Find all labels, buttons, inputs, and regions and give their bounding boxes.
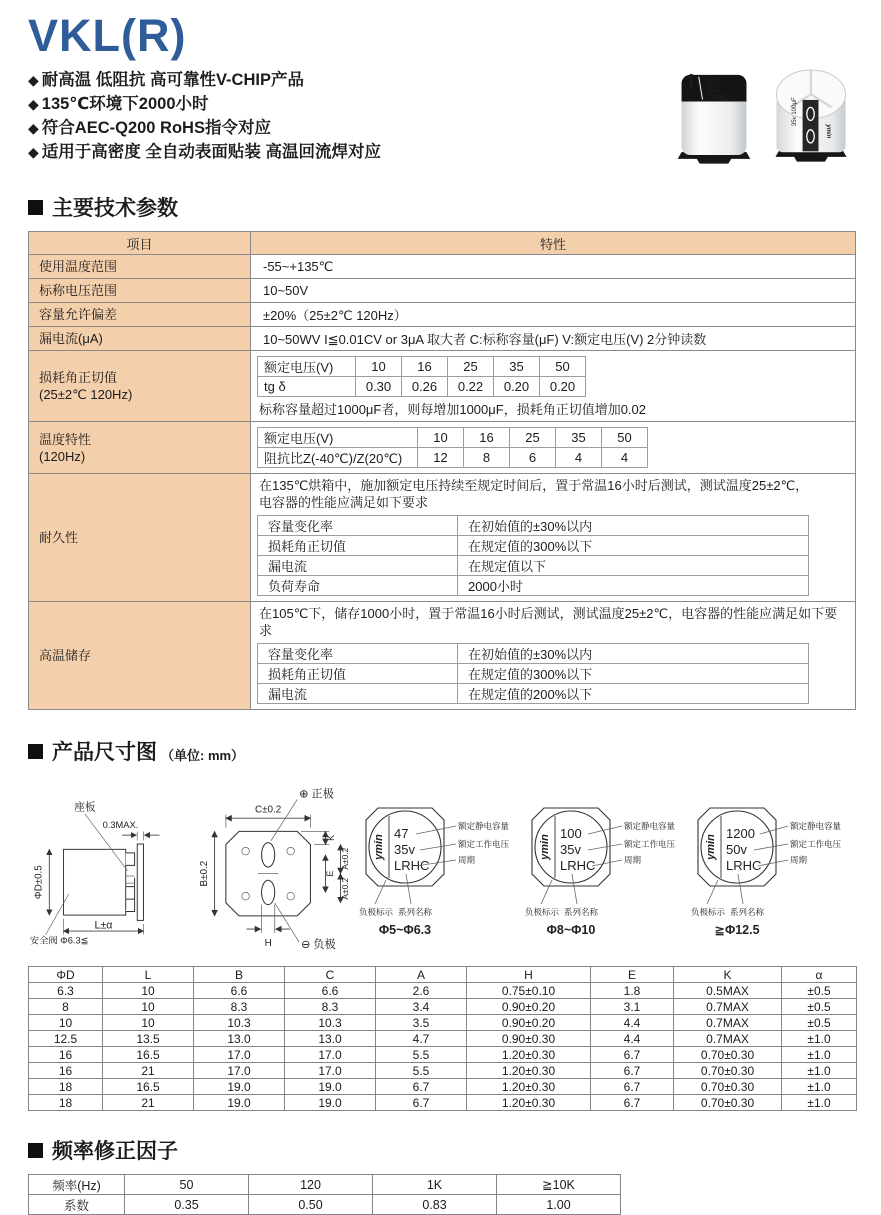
col-header-item: 项目 — [29, 232, 251, 255]
table-cell: 容量变化率 — [258, 516, 458, 536]
photo-voltage: 35V — [706, 85, 721, 94]
marking-caption: Φ5~Φ6.3 — [378, 923, 432, 937]
table-cell: 0.7MAX — [674, 1031, 782, 1047]
dim-label-b: B±0.2 — [199, 860, 211, 887]
table-row — [29, 983, 857, 999]
marking-series: LRHC — [394, 858, 430, 873]
table-cell: 在初始值的±30%以内 — [458, 516, 809, 536]
table-cell: 4 — [602, 448, 648, 468]
table-cell: 3.1 — [591, 999, 674, 1015]
col-header-spec: 特性 — [251, 232, 856, 255]
table-cell: 16 — [402, 357, 448, 377]
table-cell: 10.3 — [194, 1015, 285, 1031]
dim-col-header: L — [103, 967, 194, 983]
table-cell: 0.5MAX — [674, 983, 782, 999]
param-row — [29, 303, 856, 327]
photo-series: LRHC — [706, 93, 729, 103]
label-rated-voltage: 额定工作电压 — [458, 839, 510, 849]
table-cell: 0.90±0.20 — [467, 999, 591, 1015]
table-cell: ±1.0 — [782, 1047, 857, 1063]
table-cell: 在规定值的300%以下 — [458, 664, 809, 684]
intro-line: 在135℃烘箱中，施加额定电压持续至规定时间后，置于常温16小时后测试，测试温度25±2℃， — [259, 478, 809, 493]
table-cell: 16 — [464, 428, 510, 448]
tg-delta-table — [257, 356, 586, 397]
table-cell: 6.6 — [285, 983, 376, 999]
marking-series: LRHC — [726, 858, 762, 873]
table-cell: 3.4 — [376, 999, 467, 1015]
table-row — [258, 428, 648, 448]
table-cell: 阻抗比Z(-40℃)/Z(20℃) — [258, 448, 418, 468]
photo-capacitance: 100 — [706, 76, 720, 86]
table-cell: 在规定值的200%以下 — [458, 684, 809, 704]
table-cell: 16 — [29, 1063, 103, 1079]
page-header — [28, 12, 856, 178]
dim-label-h: H — [264, 937, 272, 949]
label-period: 周期 — [790, 855, 808, 865]
product-title: VKL(R) — [28, 10, 187, 61]
negative-terminal-label: ⊖ 负极 — [301, 938, 337, 951]
dim-label-e: E — [325, 870, 336, 877]
table-cell: 50 — [602, 428, 648, 448]
table-cell: 4.4 — [591, 1015, 674, 1031]
param-value — [251, 422, 856, 474]
table-cell: 0.90±0.30 — [467, 1031, 591, 1047]
table-cell: 35 — [494, 357, 540, 377]
label-negative-mark: 负极标示 — [359, 907, 394, 917]
param-row — [29, 255, 856, 279]
table-cell: 0.70±0.30 — [674, 1063, 782, 1079]
table-row — [29, 1031, 857, 1047]
bottom-view-drawing — [177, 780, 352, 956]
param-label: 漏电流(μA) — [29, 327, 251, 351]
safety-vent-label: 安全阀 Φ6.3≦ — [29, 935, 89, 946]
table-cell: 120 — [249, 1175, 373, 1195]
marking-diagram — [358, 794, 524, 945]
frequency-factor-table — [28, 1174, 621, 1215]
capacitor-photo-angled — [768, 58, 854, 168]
table-cell: 35 — [556, 428, 602, 448]
table-cell: 19.0 — [285, 1095, 376, 1111]
dimension-drawings — [28, 780, 856, 956]
table-cell: 21 — [103, 1095, 194, 1111]
dim-col-header: C — [285, 967, 376, 983]
dim-col-header: A — [376, 967, 467, 983]
table-cell: 17.0 — [285, 1063, 376, 1079]
table-cell: 18 — [29, 1079, 103, 1095]
table-cell: 6.7 — [591, 1095, 674, 1111]
marking-diagram — [690, 794, 856, 945]
dim-label-length: L±α — [94, 919, 113, 932]
side-view-drawing — [28, 780, 177, 956]
section-title: 主要技术参数 — [52, 197, 178, 220]
table-cell: 19.0 — [194, 1079, 285, 1095]
table-cell: 6.7 — [591, 1047, 674, 1063]
label-series-name: 系列名称 — [564, 907, 599, 917]
table-cell: 1K — [373, 1175, 497, 1195]
label-series-name: 系列名称 — [398, 907, 433, 917]
table-cell: 6.7 — [376, 1095, 467, 1111]
marking-capacitance: 47 — [394, 826, 409, 841]
marking-voltage: 50v — [726, 842, 747, 857]
product-photos — [672, 58, 854, 168]
table-cell: 6.3 — [29, 983, 103, 999]
table-cell: 10 — [103, 1015, 194, 1031]
table-cell: 4 — [556, 448, 602, 468]
table-row — [258, 556, 809, 576]
section-title: 频率修正因子 — [52, 1140, 178, 1163]
label-rated-capacitance: 额定静电容量 — [458, 821, 510, 831]
brand-logo: ymin — [688, 73, 695, 90]
table-cell: 容量变化率 — [258, 644, 458, 664]
negative-polarity-icon: ⊖ — [301, 938, 311, 951]
table-cell: ±0.5 — [782, 1015, 857, 1031]
table-cell: 12.5 — [29, 1031, 103, 1047]
table-cell: ±0.5 — [782, 999, 857, 1015]
dim-col-header: B — [194, 967, 285, 983]
param-value: ±20%（25±2℃ 120Hz） — [251, 303, 856, 327]
dim-label-a-top: A±0.2 — [340, 847, 351, 870]
param-label — [29, 351, 251, 422]
table-cell: 0.70±0.30 — [674, 1095, 782, 1111]
table-cell: 16 — [29, 1047, 103, 1063]
table-cell: 4.4 — [591, 1031, 674, 1047]
table-cell: ±0.5 — [782, 983, 857, 999]
table-cell: 漏电流 — [258, 684, 458, 704]
param-value — [251, 474, 856, 602]
param-value: -55~+135℃ — [251, 255, 856, 279]
param-row — [29, 327, 856, 351]
feature-text: 耐高温 低阻抗 高可靠性V-CHIP产品 — [41, 71, 304, 89]
table-note: 标称容量超过1000μF者，则每增加1000μF，损耗角正切值增加0.02 — [259, 402, 647, 417]
dimension-table — [28, 966, 857, 1111]
marking-diagram — [524, 794, 690, 945]
param-row-tangent — [29, 351, 856, 422]
table-cell: 17.0 — [285, 1047, 376, 1063]
dim-label-a-bottom: A±0.2 — [340, 877, 351, 900]
table-cell: 25 — [510, 428, 556, 448]
table-cell: 0.35 — [125, 1195, 249, 1215]
table-cell: 8.3 — [285, 999, 376, 1015]
table-cell: 1.20±0.30 — [467, 1047, 591, 1063]
label-period: 周期 — [458, 855, 476, 865]
table-cell: 8 — [464, 448, 510, 468]
table-row — [258, 576, 809, 596]
param-row-temp-char — [29, 422, 856, 474]
storage-table — [257, 643, 809, 704]
unit-note: （单位: mm） — [161, 747, 245, 763]
label-negative-mark: 负极标示 — [525, 907, 560, 917]
table-cell: 在规定值的300%以下 — [458, 536, 809, 556]
table-cell: 19.0 — [194, 1095, 285, 1111]
section-marker-icon — [28, 200, 43, 215]
table-row — [258, 516, 809, 536]
table-cell: 损耗角正切值 — [258, 664, 458, 684]
dim-col-header: K — [674, 967, 782, 983]
table-cell: 3.5 — [376, 1015, 467, 1031]
param-label-line: (25±2℃ 120Hz) — [39, 387, 133, 402]
table-cell: 负荷寿命 — [258, 576, 458, 596]
section-marker-icon — [28, 1143, 43, 1158]
table-cell: 0.83 — [373, 1195, 497, 1215]
table-cell: 1.20±0.30 — [467, 1063, 591, 1079]
table-cell: 1.20±0.30 — [467, 1095, 591, 1111]
marking-capacitance: 1200 — [726, 826, 755, 841]
positive-polarity-icon: ⊕ — [299, 788, 309, 801]
feature-text: 135℃环境下2000小时 — [41, 95, 209, 113]
table-cell: 额定电压(V) — [258, 428, 418, 448]
param-label: 使用温度范围 — [29, 255, 251, 279]
table-row — [29, 1195, 621, 1215]
table-cell: 1.8 — [591, 983, 674, 999]
marking-capacitance: 100 — [560, 826, 582, 841]
table-cell: 在规定值以下 — [458, 556, 809, 576]
param-label: 容量允许偏差 — [29, 303, 251, 327]
table-cell: 0.30 — [356, 377, 402, 397]
table-cell: 0.70±0.30 — [674, 1079, 782, 1095]
diamond-bullet-icon: ◆ — [28, 144, 39, 160]
table-cell: 25 — [448, 357, 494, 377]
table-cell: 0.20 — [540, 377, 586, 397]
param-label-line: 损耗角正切值 — [39, 370, 118, 385]
table-cell: 0.20 — [494, 377, 540, 397]
table-row — [258, 684, 809, 704]
table-row — [29, 1175, 621, 1195]
table-cell: 漏电流 — [258, 556, 458, 576]
table-cell: 额定电压(V) — [258, 357, 356, 377]
table-cell: 10 — [103, 983, 194, 999]
endurance-intro — [257, 476, 849, 512]
endurance-table — [257, 515, 809, 596]
table-header-row — [29, 967, 857, 983]
param-label: 标称电压范围 — [29, 279, 251, 303]
table-cell: ≧10K — [497, 1175, 621, 1195]
table-row — [258, 536, 809, 556]
table-cell: ±1.0 — [782, 1031, 857, 1047]
table-cell: 0.90±0.20 — [467, 1015, 591, 1031]
positive-terminal-label: ⊕ 正极 — [299, 788, 335, 801]
param-label: 高温储存 — [29, 602, 251, 710]
diamond-bullet-icon: ◆ — [28, 72, 39, 88]
param-row — [29, 279, 856, 303]
table-cell: 12 — [418, 448, 464, 468]
table-cell: 0.50 — [249, 1195, 373, 1215]
param-row-endurance — [29, 474, 856, 602]
table-cell: 5.5 — [376, 1063, 467, 1079]
table-cell: 0.26 — [402, 377, 448, 397]
table-cell: 17.0 — [194, 1047, 285, 1063]
table-cell: 17.0 — [194, 1063, 285, 1079]
table-cell: 19.0 — [285, 1079, 376, 1095]
table-cell: 6.7 — [591, 1063, 674, 1079]
feature-text: 符合AEC-Q200 RoHS指令对应 — [41, 119, 271, 137]
section-marker-icon — [28, 744, 43, 759]
table-row — [258, 664, 809, 684]
table-cell: 8.3 — [194, 999, 285, 1015]
table-cell: 10 — [356, 357, 402, 377]
intro-line: 电容器的性能应满足如下要求 — [259, 495, 429, 510]
section-heading-frequency — [28, 1135, 856, 1165]
table-cell: 18 — [29, 1095, 103, 1111]
table-cell: 16.5 — [103, 1079, 194, 1095]
table-cell: 8 — [29, 999, 103, 1015]
table-row — [258, 357, 586, 377]
table-row — [29, 1063, 857, 1079]
param-label — [29, 422, 251, 474]
table-cell: 2.6 — [376, 983, 467, 999]
section-title: 产品尺寸图 — [52, 741, 157, 764]
param-label-line: (120Hz) — [39, 448, 86, 464]
table-row — [29, 1015, 857, 1031]
dim-col-header: α — [782, 967, 857, 983]
param-label: 耐久性 — [29, 474, 251, 602]
table-row — [29, 999, 857, 1015]
table-cell: 10.3 — [285, 1015, 376, 1031]
table-cell: 频率(Hz) — [29, 1175, 125, 1195]
seat-plate-label: 座板 — [74, 801, 96, 814]
storage-intro: 在105℃下，储存1000小时，置于常温16小时后测试，测试温度25±2℃，电容器的性能应满足如下要求 — [259, 606, 838, 638]
dim-label-k: K — [326, 834, 337, 841]
table-cell: 4.7 — [376, 1031, 467, 1047]
table-cell: ±1.0 — [782, 1095, 857, 1111]
impedance-ratio-table — [257, 427, 648, 468]
param-value — [251, 602, 856, 710]
section-heading-dimensions — [28, 736, 856, 766]
table-cell: 1.00 — [497, 1195, 621, 1215]
dim-col-header: ΦD — [29, 967, 103, 983]
params-table — [28, 231, 856, 710]
feature-text: 适用于高密度 全自动表面贴装 高温回流焊对应 — [41, 143, 381, 161]
param-label-line: 温度特性 — [39, 431, 92, 447]
table-row — [258, 644, 809, 664]
table-cell: 1.20±0.30 — [467, 1079, 591, 1095]
label-rated-capacitance: 额定静电容量 — [624, 821, 676, 831]
dim-label-c: C±0.2 — [255, 804, 282, 816]
table-cell: 10 — [418, 428, 464, 448]
table-row — [29, 1095, 857, 1111]
diamond-bullet-icon: ◆ — [28, 96, 39, 112]
label-series-name: 系列名称 — [730, 907, 765, 917]
table-cell: 损耗角正切值 — [258, 536, 458, 556]
table-cell: ±1.0 — [782, 1079, 857, 1095]
table-cell: 6.7 — [376, 1079, 467, 1095]
table-cell: 6.7 — [591, 1079, 674, 1095]
photo-side-marking: 35v 100μF — [792, 97, 799, 127]
table-cell: 50 — [540, 357, 586, 377]
marking-caption: Φ8~Φ10 — [546, 923, 596, 937]
dim-label-diameter: ΦD±0.5 — [33, 865, 45, 900]
marking-voltage: 35v — [560, 842, 581, 857]
param-row-storage — [29, 602, 856, 710]
table-cell: 0.7MAX — [674, 999, 782, 1015]
table-cell: 6 — [510, 448, 556, 468]
table-cell: 13.5 — [103, 1031, 194, 1047]
table-cell: 0.75±0.10 — [467, 983, 591, 999]
marking-series: LRHC — [560, 858, 596, 873]
table-cell: 2000小时 — [458, 576, 809, 596]
table-cell: 10 — [29, 1015, 103, 1031]
brand-logo: ymin — [824, 124, 831, 139]
diamond-bullet-icon: ◆ — [28, 120, 39, 136]
table-cell: 10 — [103, 999, 194, 1015]
param-value — [251, 351, 856, 422]
label-negative-mark: 负极标示 — [691, 907, 726, 917]
table-row — [29, 1079, 857, 1095]
label-period: 周期 — [624, 855, 642, 865]
label-rated-capacitance: 额定静电容量 — [790, 821, 842, 831]
table-cell: tg δ — [258, 377, 356, 397]
table-cell: 13.0 — [194, 1031, 285, 1047]
brand-logo: ymin — [705, 834, 717, 860]
table-row — [258, 377, 586, 397]
table-cell: 21 — [103, 1063, 194, 1079]
table-cell: 13.0 — [285, 1031, 376, 1047]
brand-logo: ymin — [539, 834, 551, 860]
table-row — [258, 448, 648, 468]
table-row — [29, 1047, 857, 1063]
table-cell: 50 — [125, 1175, 249, 1195]
label-rated-voltage: 额定工作电压 — [624, 839, 676, 849]
table-cell: 16.5 — [103, 1047, 194, 1063]
param-value: 10~50WV I≦0.01CV or 3μA 取大者 C:标称容量(μF) V:额定电压(V) 2分钟读数 — [251, 327, 856, 351]
table-cell: 0.70±0.30 — [674, 1047, 782, 1063]
marking-voltage: 35v — [394, 842, 415, 857]
table-cell: 0.22 — [448, 377, 494, 397]
param-value: 10~50V — [251, 279, 856, 303]
table-cell: 系数 — [29, 1195, 125, 1215]
section-heading-params — [28, 192, 856, 222]
table-cell: 5.5 — [376, 1047, 467, 1063]
capacitor-photo-front — [672, 58, 756, 168]
table-cell: 0.7MAX — [674, 1015, 782, 1031]
brand-logo: ymin — [373, 834, 385, 860]
marking-caption: ≧Φ12.5 — [714, 923, 760, 937]
table-header-row — [29, 232, 856, 255]
dim-label-gap: 0.3MAX. — [102, 820, 139, 831]
table-cell: 在初始值的±30%以内 — [458, 644, 809, 664]
table-cell: ±1.0 — [782, 1063, 857, 1079]
table-cell: 6.6 — [194, 983, 285, 999]
label-rated-voltage: 额定工作电压 — [790, 839, 842, 849]
dim-col-header: E — [591, 967, 674, 983]
dim-col-header: H — [467, 967, 591, 983]
